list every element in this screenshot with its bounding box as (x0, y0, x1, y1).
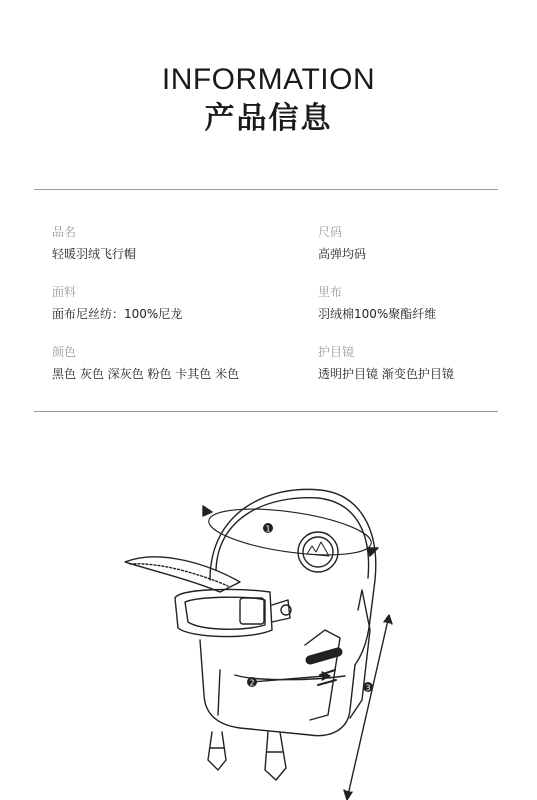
spec-color (52, 344, 272, 382)
spec-size-value: 高弹均码 (318, 247, 367, 261)
marker-2-label: 2 (249, 678, 255, 688)
marker-1-label: 1 (265, 524, 271, 534)
spec-size-label: 尺码 (318, 225, 343, 239)
hat-with-goggles-icon (100, 470, 430, 800)
spec-name-label: 品名 (52, 225, 77, 239)
spec-color-value: 黑色 灰色 深灰色 粉色 卡其色 米色 (52, 367, 240, 381)
spec-color-label: 颜色 (52, 345, 77, 359)
spec-goggles (318, 344, 537, 382)
spec-fabric-label: 面料 (52, 285, 77, 299)
spec-size (318, 224, 537, 262)
spec-lining-label: 里布 (318, 285, 343, 299)
spec-goggles-label: 护目镜 (318, 345, 355, 359)
bottom-divider (34, 411, 498, 412)
spec-lining-value: 羽绒棉100%聚酯纤维 (318, 307, 437, 321)
spec-name (52, 224, 272, 262)
marker-3-label: 3 (365, 683, 371, 693)
top-divider (34, 189, 498, 190)
spec-fabric (52, 284, 272, 322)
spec-fabric-value: 面布尼丝纺：100%尼龙 (52, 307, 183, 321)
spec-goggles-value: 透明护目镜 渐变色护目镜 (318, 367, 454, 381)
title-english: INFORMATION (161, 63, 376, 96)
spec-name-value: 轻暖羽绒飞行帽 (52, 247, 137, 261)
spec-lining (318, 284, 537, 322)
title-chinese: 产品信息 (204, 101, 333, 136)
